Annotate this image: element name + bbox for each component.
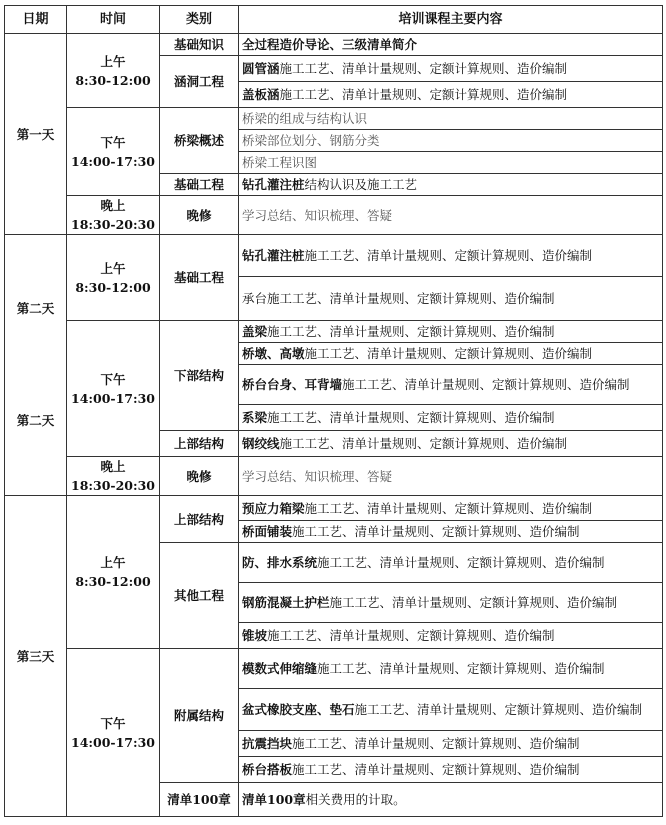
time-slot-evening (67, 457, 160, 496)
category-cell: 上部结构 (160, 496, 239, 543)
period-label: 上午 (100, 53, 126, 69)
content-text: 施工工艺、清单计量规则、定额计算规则、造价编制 (304, 248, 593, 263)
content-cell (239, 343, 663, 365)
hours-label: 14:00-17:30 (71, 153, 155, 169)
training-schedule-document (4, 5, 663, 817)
content-bold: 盖板涵 (242, 87, 280, 102)
content-bold: 模数式伸缩缝 (242, 661, 318, 676)
time-slot-afternoon (67, 321, 160, 457)
time-slot-evening (67, 196, 160, 235)
header-category: 类别 (160, 6, 239, 34)
category-cell: 涵洞工程 (160, 56, 239, 108)
period-label: 晚上 (100, 198, 126, 213)
content-bold: 系梁 (242, 410, 268, 425)
day-label: 第三天 (5, 496, 67, 817)
content-cell (239, 543, 663, 583)
table-row (5, 34, 663, 56)
content-text: 施工工艺、清单计量规则、定额计算规则、造价编制 (279, 61, 568, 76)
content-bold: 钻孔灌注桩 (242, 248, 305, 263)
time-slot-afternoon (67, 649, 160, 817)
hours-label: 14:00-17:30 (71, 734, 155, 750)
content-cell (239, 405, 663, 431)
day-label-gap (8, 317, 63, 413)
content-bold: 锥坡 (242, 628, 268, 643)
category-cell: 晚修 (160, 196, 239, 235)
hours-label: 18:30-20:30 (71, 217, 155, 232)
content-text: 结构认识及施工工艺 (304, 177, 418, 192)
time-slot-morning (67, 34, 160, 108)
content-text: 施工工艺、清单计量规则、定额计算规则、造价编制 (329, 595, 618, 610)
content-cell (239, 56, 663, 82)
training-schedule-table (4, 5, 663, 817)
content-text: 施工工艺、清单计量规则、定额计算规则、造价编制 (267, 410, 555, 425)
day-label-bottom: 第二天 (16, 413, 55, 428)
content-cell (239, 235, 663, 277)
content-bold: 预应力箱梁 (242, 500, 305, 516)
content-text: 施工工艺、清单计量规则、定额计算规则、造价编制 (292, 762, 580, 777)
category-cell: 下部结构 (160, 321, 239, 431)
content-bold: 防、排水系统 (242, 555, 318, 570)
content-text: 施工工艺、清单计量规则、定额计算规则、造价编制 (292, 736, 580, 751)
content-text: 相关费用的计取。 (305, 792, 406, 807)
content-cell (239, 783, 663, 817)
content-bold: 钻孔灌注桩 (242, 177, 305, 192)
hours-label: 8:30-12:00 (75, 72, 151, 88)
content-cell: 桥梁的组成与结构认识 (239, 108, 663, 130)
content-bold: 桥台搭板 (242, 762, 293, 777)
header-date: 日期 (5, 6, 67, 34)
content-cell (239, 623, 663, 649)
time-slot-morning (67, 235, 160, 321)
period-label: 下午 (100, 715, 126, 731)
time-slot-morning (67, 496, 160, 649)
table-row (5, 457, 663, 496)
table-row (5, 649, 663, 689)
content-text: 施工工艺、清单计量规则、定额计算规则、造价编制 (342, 377, 630, 392)
content-text: 施工工艺、清单计量规则、定额计算规则、造价编制 (279, 87, 568, 102)
content-cell (239, 521, 663, 543)
content-cell (239, 321, 663, 343)
hours-label: 8:30-12:00 (75, 574, 151, 589)
content-cell (239, 757, 663, 783)
day-label-top: 第二天 (16, 301, 55, 316)
category-cell: 基础工程 (160, 174, 239, 196)
content-text: 施工工艺、清单计量规则、定额计算规则、造价编制 (317, 661, 605, 676)
content-cell (239, 365, 663, 405)
period-label: 下午 (100, 134, 126, 150)
content-text: 施工工艺、清单计量规则、定额计算规则、造价编制 (292, 524, 580, 539)
content-bold: 盖梁 (242, 324, 268, 339)
content-bold: 钢绞线 (242, 436, 280, 451)
content-bold: 钢筋混凝土护栏 (242, 595, 330, 610)
content-cell: 学习总结、知识梳理、答疑 (239, 457, 663, 496)
table-row (5, 321, 663, 343)
category-cell: 晚修 (160, 457, 239, 496)
content-cell (239, 583, 663, 623)
content-bold: 清单100章 (242, 792, 306, 807)
time-slot-afternoon (67, 108, 160, 196)
content-text: 施工工艺、清单计量规则、定额计算规则、造价编制 (304, 346, 593, 361)
hours-label: 14:00-17:30 (71, 390, 155, 406)
content-bold: 桥墩、高墩 (242, 346, 305, 361)
header-content: 培训课程主要内容 (239, 6, 663, 34)
table-row (5, 196, 663, 235)
period-label: 下午 (100, 371, 126, 387)
content-cell: 学习总结、知识梳理、答疑 (239, 196, 663, 235)
content-bold: 圆管涵 (242, 61, 280, 76)
table-row (5, 108, 663, 130)
category-cell: 附属结构 (160, 649, 239, 783)
content-text: 施工工艺、清单计量规则、定额计算规则、造价编制 (354, 702, 643, 717)
table-row (5, 235, 663, 277)
header-row (5, 6, 663, 34)
content-text: 施工工艺、清单计量规则、定额计算规则、造价编制 (279, 436, 568, 451)
content-cell: 桥梁工程识图 (239, 152, 663, 174)
table-row (5, 496, 663, 521)
content-cell (239, 34, 663, 56)
content-text: 施工工艺、清单计量规则、定额计算规则、造价编制 (304, 500, 593, 516)
content-text: 施工工艺、清单计量规则、定额计算规则、造价编制 (267, 324, 555, 339)
category-cell: 上部结构 (160, 431, 239, 457)
content-cell (239, 649, 663, 689)
content-cell (239, 82, 663, 108)
day-label (5, 235, 67, 496)
category-cell: 清单100章 (160, 783, 239, 817)
period-label: 晚上 (100, 459, 126, 474)
content-cell: 承台施工工艺、清单计量规则、定额计算规则、造价编制 (239, 277, 663, 321)
content-bold: 桥台台身、耳背墙 (242, 377, 343, 392)
content-cell (239, 174, 663, 196)
content-cell (239, 689, 663, 731)
content-cell (239, 431, 663, 457)
day-label: 第一天 (5, 34, 67, 235)
category-cell: 桥梁概述 (160, 108, 239, 174)
content-text: 施工工艺、清单计量规则、定额计算规则、造价编制 (317, 555, 605, 570)
header-time: 时间 (67, 6, 160, 34)
content-cell (239, 731, 663, 757)
hours-label: 18:30-20:30 (71, 478, 155, 493)
period-label: 上午 (100, 260, 126, 276)
content-bold: 桥面铺装 (242, 524, 293, 539)
category-cell: 基础知识 (160, 34, 239, 56)
content-text: 施工工艺、清单计量规则、定额计算规则、造价编制 (267, 628, 555, 643)
content-cell (239, 496, 663, 521)
content-bold: 抗震挡块 (242, 736, 293, 751)
content-bold: 盆式橡胶支座、垫石 (242, 702, 355, 717)
period-label: 上午 (100, 555, 126, 570)
category-cell: 其他工程 (160, 543, 239, 649)
content-text: 全过程造价导论、三级清单简介 (242, 37, 418, 52)
category-cell: 基础工程 (160, 235, 239, 321)
hours-label: 8:30-12:00 (75, 279, 151, 295)
content-cell: 桥梁部位划分、钢筋分类 (239, 130, 663, 152)
